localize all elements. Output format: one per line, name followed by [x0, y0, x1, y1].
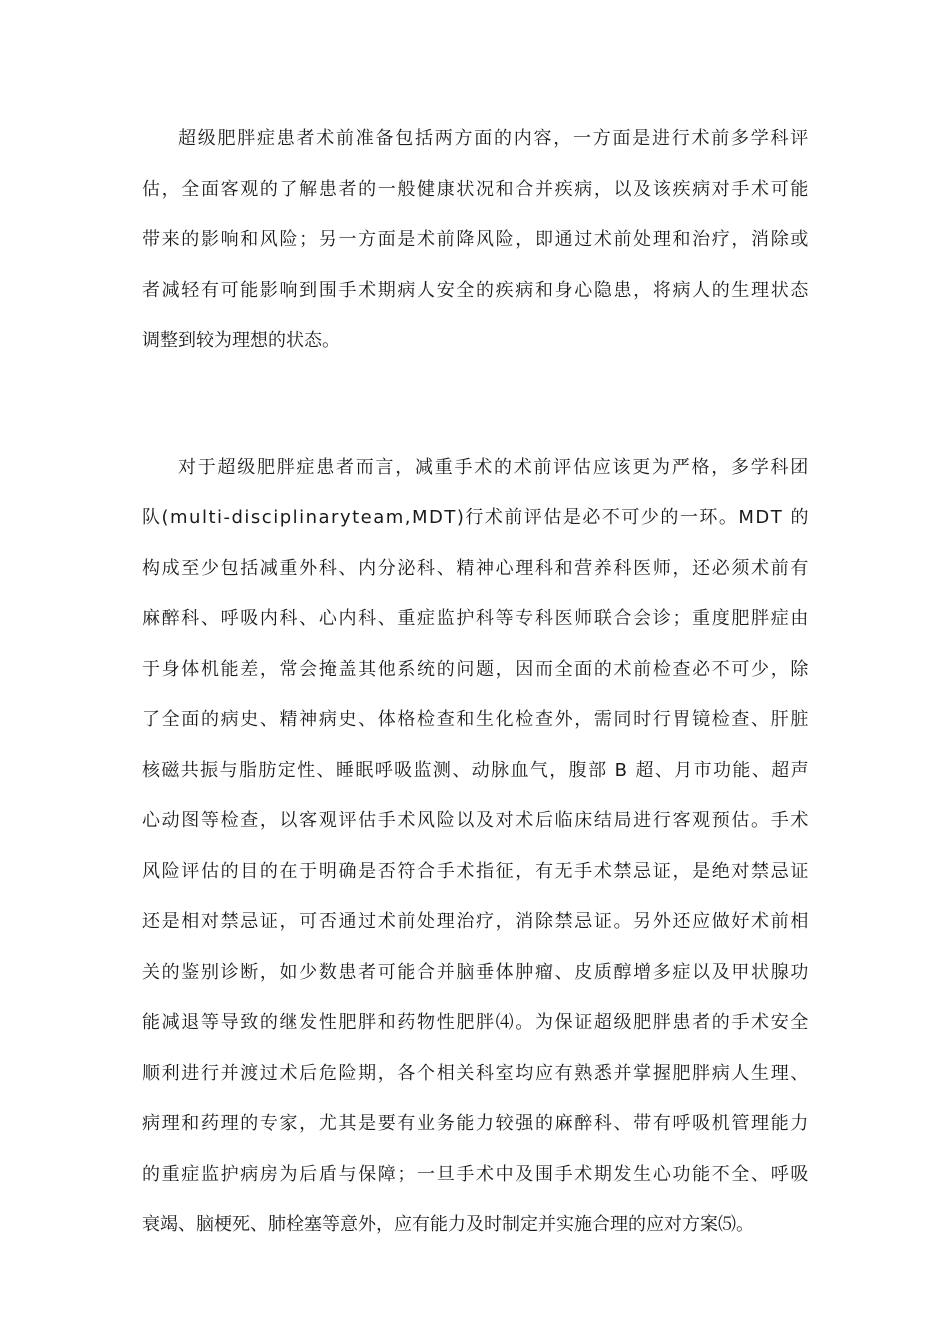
paragraph-preoperative-preparation [142, 114, 810, 367]
paragraph-line: 调整到较为理想的状态。 [142, 330, 340, 351]
paragraph-line: 估，全面客观的了解患者的一般健康状况和合并疾病，以及该疾病对手术可能 [142, 178, 810, 200]
paragraph-line: 还是相对禁忌证，可否通过术前处理治疗，消除禁忌证。另外还应做好术前相 [142, 911, 810, 932]
paragraph-line: 带来的影响和风险；另一方面是术前降风险，即通过术前处理和治疗，消除或 [142, 229, 810, 250]
paragraph-line: 了全面的病史、精神病史、体格检查和生化检查外，需同时行胃镜检查、肝脏 [142, 709, 810, 730]
document-body [142, 114, 810, 1251]
paragraph-line: 构成至少包括减重外科、内分泌科、精神心理科和营养科医师，还必须术前有 [142, 557, 810, 579]
paragraph-line: 核磁共振与脂肪定性、睡眠呼吸监测、动脉血气，腹部 B 超、月市功能、超声 [142, 759, 810, 781]
paragraph-line: 麻醉科、呼吸内科、心内科、重症监护科等专科医师联合会诊；重度肥胖症由 [142, 608, 810, 629]
paragraph-line: 者减轻有可能影响到围手术期病人安全的疾病和身心隐患，将病人的生理状态 [142, 279, 810, 301]
paragraph-line: 病理和药理的专家，尤其是要有业务能力较强的麻醉科、带有呼吸机管理能力 [142, 1113, 810, 1134]
paragraph-line: 心动图等检查，以客观评估手术风险以及对术后临床结局进行客观预估。手术 [142, 810, 810, 831]
paragraph-line: 衰竭、脑梗死、肺栓塞等意外，应有能力及时制定并实施合理的应对方案⑸。 [142, 1214, 754, 1235]
paragraph-line: 风险评估的目的在于明确是否符合手术指征，有无手术禁忌证，是绝对禁忌证 [142, 860, 810, 882]
paragraph-line: 对于超级肥胖症患者而言，减重手术的术前评估应该更为严格，多学科团 [178, 456, 810, 478]
paragraph-line: 于身体机能差，常会掩盖其他系统的问题，因而全面的术前检查必不可少，除 [142, 658, 810, 680]
paragraph-mdt-evaluation [142, 443, 810, 1251]
paragraph-line: 的重症监护病房为后盾与保障；一旦手术中及围手术期发生心功能不全、呼吸 [142, 1163, 810, 1185]
paragraph-line: 关的鉴别诊断，如少数患者可能合并脑垂体肿瘤、皮质醇增多症以及甲状腺功 [142, 961, 810, 983]
paragraph-line: 超级肥胖症患者术前准备包括两方面的内容，一方面是进行术前多学科评 [178, 128, 810, 149]
paragraph-line: 队(multi-disciplinaryteam,MDT)行术前评估是必不可少的一环。MDT 的 [142, 507, 810, 528]
paragraph-line: 能减退等导致的继发性肥胖和药物性肥胖⑷。为保证超级肥胖患者的手术安全 [142, 1012, 810, 1033]
paragraph-line: 顺利进行并渡过术后危险期，各个相关科室均应有熟悉并掌握肥胖病人生理、 [142, 1062, 810, 1084]
